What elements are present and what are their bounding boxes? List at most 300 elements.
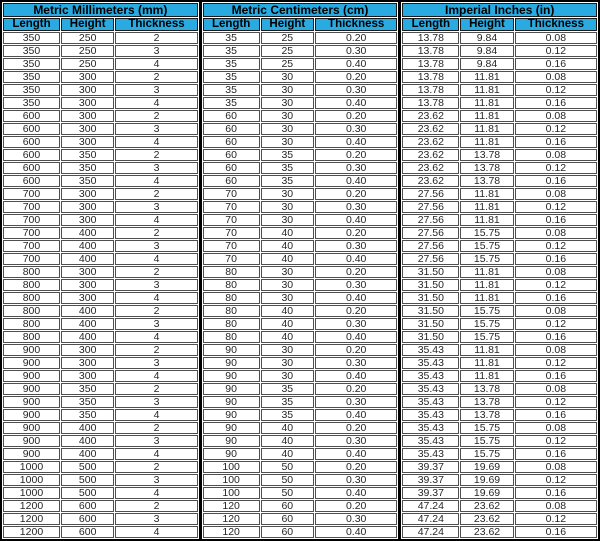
table-cell: 700 [3,227,60,239]
table-row [402,396,597,408]
table-cell: 2 [115,110,197,122]
table-cell: 300 [61,357,114,369]
table-cell: 600 [3,123,60,135]
table-cell: 0.30 [315,279,397,291]
table-cell: 11.81 [460,279,513,291]
table-cell: 0.16 [515,409,597,421]
table-cell: 400 [61,435,114,447]
table-cell: 700 [3,188,60,200]
table-row [3,201,198,213]
table-row [402,149,597,161]
table-cell: 900 [3,370,60,382]
table-cell: 11.81 [460,344,513,356]
group-table-metric-cm [201,0,401,541]
table-cell: 35.43 [402,344,459,356]
table-cell: 0.20 [315,227,397,239]
table-cell: 13.78 [402,58,459,70]
table-cell: 250 [61,45,114,57]
table-cell: 31.50 [402,331,459,343]
group-title-row [3,3,198,17]
table-cell: 900 [3,409,60,421]
table-row [402,448,597,460]
table-cell: 23.62 [460,513,513,525]
table-cell: 11.81 [460,71,513,83]
table-cell: 9.84 [460,58,513,70]
table-cell: 0.40 [315,292,397,304]
table-cell: 80 [203,318,260,330]
table-row [402,45,597,57]
column-header-thickness-in: Thickness [515,18,597,31]
table-cell: 40 [261,331,314,343]
table-cell: 15.75 [460,240,513,252]
table-cell: 900 [3,357,60,369]
table-cell: 35.43 [402,383,459,395]
table-cell: 30 [261,201,314,213]
table-row [402,513,597,525]
table-cell: 400 [61,227,114,239]
table-cell: 2 [115,266,197,278]
table-cell: 13.78 [460,383,513,395]
table-cell: 600 [3,162,60,174]
table-row [203,97,398,109]
table-cell: 1000 [3,461,60,473]
table-cell: 3 [115,240,197,252]
table-cell: 0.30 [315,201,397,213]
table-cell: 0.12 [515,435,597,447]
table-cell: 27.56 [402,201,459,213]
table-cell: 11.81 [460,188,513,200]
table-cell: 0.30 [315,396,397,408]
table-cell: 600 [3,110,60,122]
table-row [402,214,597,226]
table-cell: 2 [115,32,197,44]
table-cell: 0.16 [515,487,597,499]
table-cell: 900 [3,448,60,460]
table-row [203,188,398,200]
table-row [203,123,398,135]
table-cell: 70 [203,201,260,213]
table-cell: 900 [3,435,60,447]
table-row [203,344,398,356]
table-cell: 15.75 [460,448,513,460]
table-cell: 35 [261,175,314,187]
table-cell: 700 [3,214,60,226]
table-cell: 350 [3,32,60,44]
table-cell: 1200 [3,500,60,512]
table-row [203,500,398,512]
table-cell: 40 [261,448,314,460]
table-cell: 0.16 [515,331,597,343]
table-cell: 800 [3,305,60,317]
table-cell: 0.16 [515,175,597,187]
table-row [3,305,198,317]
table-cell: 11.81 [460,214,513,226]
table-cell: 35 [203,45,260,57]
table-cell: 350 [3,45,60,57]
table-cell: 47.24 [402,500,459,512]
table-cell: 40 [261,422,314,434]
table-cell: 80 [203,266,260,278]
table-row [402,110,597,122]
column-header-row [3,18,198,31]
table-row [203,513,398,525]
table-cell: 40 [261,318,314,330]
table-cell: 1000 [3,487,60,499]
table-row [3,318,198,330]
table-cell: 13.78 [460,149,513,161]
table-cell: 0.16 [515,370,597,382]
table-cell: 0.08 [515,32,597,44]
table-cell: 15.75 [460,422,513,434]
table-cell: 11.81 [460,370,513,382]
table-cell: 60 [203,162,260,174]
table-cell: 300 [61,188,114,200]
table-cell: 0.30 [315,474,397,486]
table-cell: 13.78 [402,45,459,57]
table-cell: 400 [61,318,114,330]
table-cell: 35.43 [402,357,459,369]
table-cell: 350 [61,162,114,174]
table-row [3,253,198,265]
table-row [3,175,198,187]
table-cell: 80 [203,279,260,291]
table-cell: 15.75 [460,318,513,330]
table-cell: 100 [203,474,260,486]
table-cell: 90 [203,448,260,460]
table-cell: 80 [203,292,260,304]
table-cell: 3 [115,318,197,330]
table-cell: 30 [261,84,314,96]
table-row [402,266,597,278]
table-cell: 60 [203,149,260,161]
table-cell: 35 [203,97,260,109]
table-cell: 4 [115,136,197,148]
table-cell: 35.43 [402,422,459,434]
column-header-height-mm: Height [61,18,114,31]
table-cell: 15.75 [460,253,513,265]
table-row [203,240,398,252]
table-cell: 9.84 [460,32,513,44]
table-row [3,84,198,96]
table-row [203,71,398,83]
table-row [402,292,597,304]
table-cell: 23.62 [402,162,459,174]
table-cell: 27.56 [402,227,459,239]
table-cell: 70 [203,227,260,239]
table-cell: 3 [115,474,197,486]
table-cell: 600 [3,136,60,148]
table-cell: 800 [3,266,60,278]
table-cell: 13.78 [402,97,459,109]
table-row [203,383,398,395]
table-cell: 0.30 [315,45,397,57]
table-cell: 0.12 [515,279,597,291]
table-cell: 300 [61,71,114,83]
table-cell: 300 [61,110,114,122]
table-cell: 90 [203,409,260,421]
table-row [203,149,398,161]
table-row [402,344,597,356]
table-cell: 47.24 [402,513,459,525]
table-cell: 100 [203,487,260,499]
table-cell: 31.50 [402,292,459,304]
table-cell: 0.20 [315,32,397,44]
table-cell: 4 [115,409,197,421]
table-cell: 0.30 [315,84,397,96]
table-cell: 0.08 [515,422,597,434]
table-cell: 300 [61,344,114,356]
table-cell: 35 [261,162,314,174]
table-cell: 4 [115,58,197,70]
table-cell: 0.12 [515,201,597,213]
table-cell: 300 [61,266,114,278]
table-cell: 4 [115,214,197,226]
table-cell: 30 [261,357,314,369]
group-title-row [402,3,597,17]
table-cell: 13.78 [402,32,459,44]
table-cell: 300 [61,123,114,135]
table-cell: 120 [203,500,260,512]
table-cell: 30 [261,71,314,83]
table-cell: 30 [261,110,314,122]
table-cell: 350 [61,175,114,187]
table-cell: 2 [115,383,197,395]
table-row [402,84,597,96]
table-cell: 40 [261,435,314,447]
table-cell: 90 [203,357,260,369]
table-row [203,305,398,317]
table-cell: 35.43 [402,396,459,408]
table-cell: 13.78 [460,396,513,408]
table-cell: 0.40 [315,370,397,382]
table-cell: 60 [203,175,260,187]
table-cell: 30 [261,279,314,291]
table-cell: 40 [261,240,314,252]
table-row [3,383,198,395]
table-row [3,58,198,70]
table-cell: 0.40 [315,331,397,343]
table-cell: 350 [61,149,114,161]
table-cell: 40 [261,305,314,317]
table-cell: 11.81 [460,97,513,109]
table-cell: 23.62 [402,175,459,187]
table-cell: 70 [203,188,260,200]
table-cell: 0.40 [315,214,397,226]
table-cell: 30 [261,214,314,226]
table-row [3,331,198,343]
table-row [402,97,597,109]
table-row [203,45,398,57]
table-row [203,474,398,486]
table-cell: 4 [115,175,197,187]
table-cell: 0.08 [515,500,597,512]
table-cell: 4 [115,331,197,343]
table-cell: 0.40 [315,97,397,109]
table-row [3,461,198,473]
table-cell: 3 [115,123,197,135]
table-row [3,266,198,278]
table-cell: 0.40 [315,487,397,499]
table-cell: 4 [115,97,197,109]
table-row [402,136,597,148]
table-cell: 4 [115,292,197,304]
table-cell: 2 [115,344,197,356]
table-cell: 35.43 [402,435,459,447]
table-cell: 0.12 [515,45,597,57]
table-body-imperial-in [402,32,597,538]
table-cell: 900 [3,344,60,356]
table-cell: 11.81 [460,123,513,135]
table-cell: 39.37 [402,474,459,486]
table-cell: 300 [61,84,114,96]
table-row [3,474,198,486]
table-cell: 0.08 [515,149,597,161]
table-cell: 2 [115,305,197,317]
table-cell: 350 [3,71,60,83]
table-cell: 27.56 [402,240,459,252]
table-cell: 39.37 [402,461,459,473]
table-cell: 4 [115,487,197,499]
table-cell: 13.78 [402,84,459,96]
table-cell: 350 [3,84,60,96]
table-row [402,188,597,200]
table-cell: 40 [261,253,314,265]
table-row [402,500,597,512]
table-cell: 31.50 [402,305,459,317]
table-cell: 0.20 [315,149,397,161]
table-cell: 90 [203,422,260,434]
column-header-height-cm: Height [261,18,314,31]
table-cell: 35 [203,71,260,83]
column-header-length-mm: Length [3,18,60,31]
table-row [3,344,198,356]
table-cell: 0.20 [315,383,397,395]
table-cell: 0.20 [315,266,397,278]
table-cell: 90 [203,396,260,408]
table-cell: 400 [61,240,114,252]
table-cell: 25 [261,32,314,44]
table-cell: 35 [203,32,260,44]
table-body-metric-cm [203,32,398,538]
table-row [402,435,597,447]
table-cell: 1200 [3,526,60,538]
table-cell: 3 [115,513,197,525]
table-cell: 600 [3,175,60,187]
table-row [3,71,198,83]
table-cell: 35 [203,84,260,96]
table-cell: 300 [61,97,114,109]
table-cell: 120 [203,513,260,525]
table-cell: 0.12 [515,318,597,330]
table-cell: 0.20 [315,461,397,473]
table-cell: 0.12 [515,357,597,369]
table-cell: 0.30 [315,357,397,369]
table-cell: 0.16 [515,97,597,109]
table-cell: 350 [3,58,60,70]
table-cell: 19.69 [460,461,513,473]
table-row [3,370,198,382]
table-cell: 0.40 [315,526,397,538]
table-cell: 80 [203,331,260,343]
table-cell: 40 [261,227,314,239]
table-cell: 250 [61,58,114,70]
table-cell: 35 [261,409,314,421]
table-cell: 600 [61,513,114,525]
table-cell: 23.62 [460,500,513,512]
table-cell: 60 [203,123,260,135]
table-row [3,396,198,408]
table-cell: 35.43 [402,370,459,382]
table-cell: 350 [61,396,114,408]
table-row [402,32,597,44]
table-cell: 70 [203,253,260,265]
table-cell: 11.81 [460,136,513,148]
table-row [402,357,597,369]
table-cell: 350 [3,97,60,109]
table-cell: 0.08 [515,188,597,200]
table-row [402,123,597,135]
table-row [3,149,198,161]
table-cell: 350 [61,383,114,395]
table-row [203,266,398,278]
table-row [402,487,597,499]
table-cell: 1000 [3,474,60,486]
table-cell: 15.75 [460,227,513,239]
table-cell: 27.56 [402,253,459,265]
table-cell: 2 [115,188,197,200]
table-cell: 35 [203,58,260,70]
table-cell: 11.81 [460,84,513,96]
table-row [203,461,398,473]
table-cell: 300 [61,201,114,213]
table-cell: 30 [261,136,314,148]
table-cell: 4 [115,370,197,382]
table-cell: 0.30 [315,123,397,135]
table-cell: 400 [61,331,114,343]
table-row [3,110,198,122]
table-row [402,461,597,473]
table-cell: 2 [115,461,197,473]
table-cell: 0.16 [515,448,597,460]
table-cell: 0.12 [515,240,597,252]
table-cell: 39.37 [402,487,459,499]
table-row [203,175,398,187]
table-row [203,331,398,343]
table-cell: 300 [61,370,114,382]
table-row [203,58,398,70]
table-row [203,487,398,499]
table-row [3,162,198,174]
table-row [3,97,198,109]
table-row [402,331,597,343]
table-cell: 400 [61,422,114,434]
table-row [3,32,198,44]
table-cell: 11.81 [460,357,513,369]
table-cell: 0.08 [515,71,597,83]
table-row [3,292,198,304]
table-cell: 30 [261,97,314,109]
table-cell: 0.08 [515,383,597,395]
table-cell: 500 [61,461,114,473]
table-cell: 600 [61,500,114,512]
column-header-row [402,18,597,31]
table-cell: 0.40 [315,136,397,148]
table-cell: 11.81 [460,110,513,122]
table-cell: 35 [261,396,314,408]
table-cell: 47.24 [402,526,459,538]
table-cell: 700 [3,253,60,265]
table-row [3,500,198,512]
